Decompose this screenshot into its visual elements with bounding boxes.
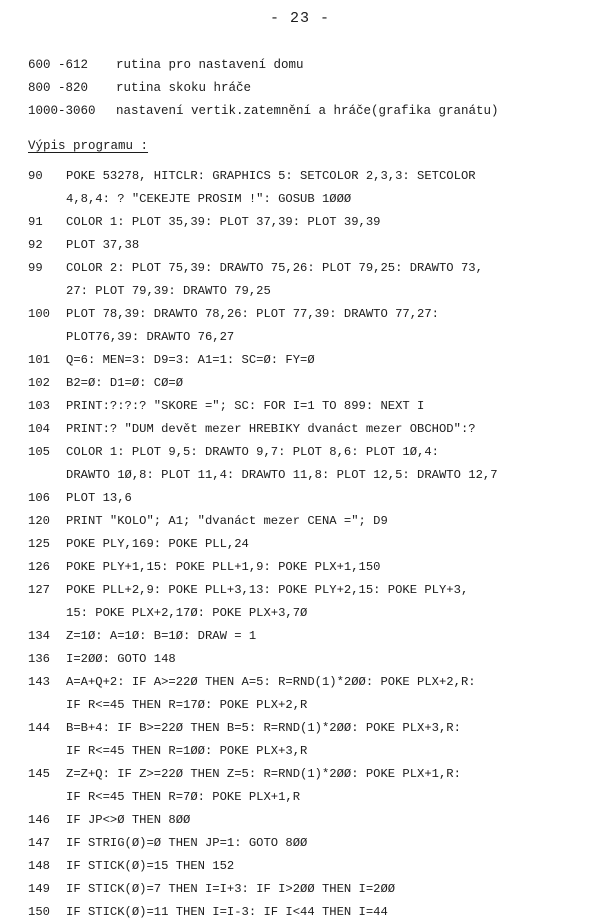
code-line: [28, 234, 594, 257]
code-line: [28, 878, 594, 901]
line-statement: [66, 372, 594, 395]
line-number: 99: [28, 261, 43, 275]
code-line: [28, 809, 594, 832]
statement-text: Z=Z+Q: IF Z>=22Ø THEN Z=5: R=RND(1)*2ØØ: POKE PLX+1,R:: [66, 767, 461, 781]
code-line: [28, 579, 594, 625]
code-line: [28, 625, 594, 648]
line-number: 100: [28, 307, 50, 321]
line-statement: [66, 625, 594, 648]
statement-text: PLOT76,39: DRAWTO 76,27: [66, 330, 235, 344]
code-line: [28, 717, 594, 763]
code-line: [28, 165, 594, 211]
statement-text: 4,8,4: ? "CEKEJTE PROSIM !": GOSUB 1ØØØ: [66, 192, 352, 206]
line-number: 104: [28, 422, 50, 436]
line-number: 143: [28, 675, 50, 689]
routine-description: rutina pro nastavení domu: [116, 57, 304, 72]
statement-text: PLOT 13,6: [66, 491, 132, 505]
line-statement: [66, 671, 594, 717]
statement-text: B=B+4: IF B>=22Ø THEN B=5: R=RND(1)*2ØØ: POKE PLX+3,R:: [66, 721, 461, 735]
line-statement: [66, 717, 594, 763]
code-line: [28, 510, 594, 533]
statement-text: IF STRIG(Ø)=Ø THEN JP=1: GOTO 8ØØ: [66, 836, 308, 850]
routine-row: [28, 76, 588, 99]
statement-text: Q=6: MEN=3: D9=3: A1=1: SC=Ø: FY=Ø: [66, 353, 315, 367]
code-line: [28, 372, 594, 395]
line-number: 136: [28, 652, 50, 666]
line-statement: [66, 832, 594, 855]
code-line: [28, 556, 594, 579]
routine-range: 800 -820: [28, 80, 89, 95]
code-line: [28, 418, 594, 441]
statement-text: IF R<=45 THEN R=1ØØ: POKE PLX+3,R: [66, 744, 308, 758]
line-number: 148: [28, 859, 50, 873]
line-statement: [66, 418, 594, 441]
listing-heading: Výpis programu :: [28, 139, 149, 153]
code-line: [28, 763, 594, 809]
line-number: 106: [28, 491, 50, 505]
statement-text: 27: PLOT 79,39: DRAWTO 79,25: [66, 284, 271, 298]
statement-text: IF R<=45 THEN R=7Ø: POKE PLX+1,R: [66, 790, 301, 804]
code-line: [28, 395, 594, 418]
line-statement: [66, 211, 594, 234]
code-line: [28, 648, 594, 671]
line-statement: [66, 165, 594, 211]
line-statement: [66, 809, 594, 832]
line-statement: [66, 510, 594, 533]
line-number: 92: [28, 238, 43, 252]
line-number: 144: [28, 721, 50, 735]
code-line: [28, 211, 594, 234]
line-number: 146: [28, 813, 50, 827]
line-number: 134: [28, 629, 50, 643]
line-number: 90: [28, 169, 43, 183]
statement-text: POKE PLY,169: POKE PLL,24: [66, 537, 249, 551]
program-listing: [28, 165, 594, 924]
routine-row: [28, 53, 588, 76]
line-statement: [66, 579, 594, 625]
line-number: 105: [28, 445, 50, 459]
statement-text: IF STICK(Ø)=11 THEN I=I-3: IF I<44 THEN I=44: [66, 905, 388, 919]
code-line: [28, 303, 594, 349]
line-statement: [66, 303, 594, 349]
line-statement: [66, 533, 594, 556]
line-number: 145: [28, 767, 50, 781]
line-number: 127: [28, 583, 50, 597]
statement-text: PRINT "KOLO"; A1; "dvanáct mezer CENA ="; D9: [66, 514, 388, 528]
statement-text: I=2ØØ: GOTO 148: [66, 652, 176, 666]
line-statement: [66, 441, 594, 487]
statement-text: IF JP<>Ø THEN 8ØØ: [66, 813, 191, 827]
code-line: [28, 487, 594, 510]
statement-text: COLOR 1: PLOT 35,39: PLOT 37,39: PLOT 39,39: [66, 215, 381, 229]
line-number: 103: [28, 399, 50, 413]
line-statement: [66, 648, 594, 671]
statement-text: B2=Ø: D1=Ø: CØ=Ø: [66, 376, 184, 390]
routine-row: [28, 99, 588, 122]
statement-text: POKE 53278, HITCLR: GRAPHICS 5: SETCOLOR 2,3,3: SETCOLOR: [66, 169, 476, 183]
line-statement: [66, 901, 594, 924]
line-number: 91: [28, 215, 43, 229]
statement-text: COLOR 1: PLOT 9,5: DRAWTO 9,7: PLOT 8,6: PLOT 1Ø,4:: [66, 445, 439, 459]
code-line: [28, 832, 594, 855]
statement-text: PLOT 78,39: DRAWTO 78,26: PLOT 77,39: DRAWTO 77,27:: [66, 307, 439, 321]
line-statement: [66, 855, 594, 878]
code-line: [28, 671, 594, 717]
statement-text: IF STICK(Ø)=7 THEN I=I+3: IF I>2ØØ THEN I=2ØØ: [66, 882, 396, 896]
line-number: 125: [28, 537, 50, 551]
statement-text: PLOT 37,38: [66, 238, 140, 252]
line-statement: [66, 487, 594, 510]
statement-text: 15: POKE PLX+2,17Ø: POKE PLX+3,7Ø: [66, 606, 308, 620]
statement-text: A=A+Q+2: IF A>=22Ø THEN A=5: R=RND(1)*2ØØ: POKE PLX+2,R:: [66, 675, 476, 689]
code-line: [28, 901, 594, 924]
statement-text: POKE PLY+1,15: POKE PLL+1,9: POKE PLX+1,150: [66, 560, 381, 574]
routine-list: [28, 53, 588, 122]
code-line: [28, 855, 594, 878]
statement-text: POKE PLL+2,9: POKE PLL+3,13: POKE PLY+2,15: POKE PLY+3,: [66, 583, 469, 597]
statement-text: IF R<=45 THEN R=17Ø: POKE PLX+2,R: [66, 698, 308, 712]
statement-text: COLOR 2: PLOT 75,39: DRAWTO 75,26: PLOT 79,25: DRAWTO 73,: [66, 261, 483, 275]
line-number: 126: [28, 560, 50, 574]
routine-range: 600 -612: [28, 57, 89, 72]
page-number: - 23 -: [269, 10, 330, 27]
statement-text: Z=1Ø: A=1Ø: B=1Ø: DRAW = 1: [66, 629, 257, 643]
line-statement: [66, 395, 594, 418]
line-number: 120: [28, 514, 50, 528]
line-number: 147: [28, 836, 50, 850]
line-statement: [66, 763, 594, 809]
routine-description: nastavení vertik.zatemnění a hráče(grafika granátu): [116, 103, 499, 118]
code-line: [28, 257, 594, 303]
statement-text: IF STICK(Ø)=15 THEN 152: [66, 859, 235, 873]
line-number: 101: [28, 353, 50, 367]
line-statement: [66, 878, 594, 901]
statement-text: PRINT:? "DUM devět mezer HREBIKY dvanáct mezer OBCHOD":?: [66, 422, 476, 436]
line-number: 150: [28, 905, 50, 919]
line-statement: [66, 556, 594, 579]
statement-text: PRINT:?:?:? "SKORE ="; SC: FOR I=1 TO 899: NEXT I: [66, 399, 425, 413]
code-line: [28, 349, 594, 372]
line-number: 102: [28, 376, 50, 390]
line-number: 149: [28, 882, 50, 896]
line-statement: [66, 234, 594, 257]
statement-text: DRAWTO 1Ø,8: PLOT 11,4: DRAWTO 11,8: PLOT 12,5: DRAWTO 12,7: [66, 468, 498, 482]
routine-description: rutina skoku hráče: [116, 80, 252, 95]
routine-range: 1000-3060: [28, 103, 96, 118]
line-statement: [66, 257, 594, 303]
line-statement: [66, 349, 594, 372]
code-line: [28, 441, 594, 487]
code-line: [28, 533, 594, 556]
